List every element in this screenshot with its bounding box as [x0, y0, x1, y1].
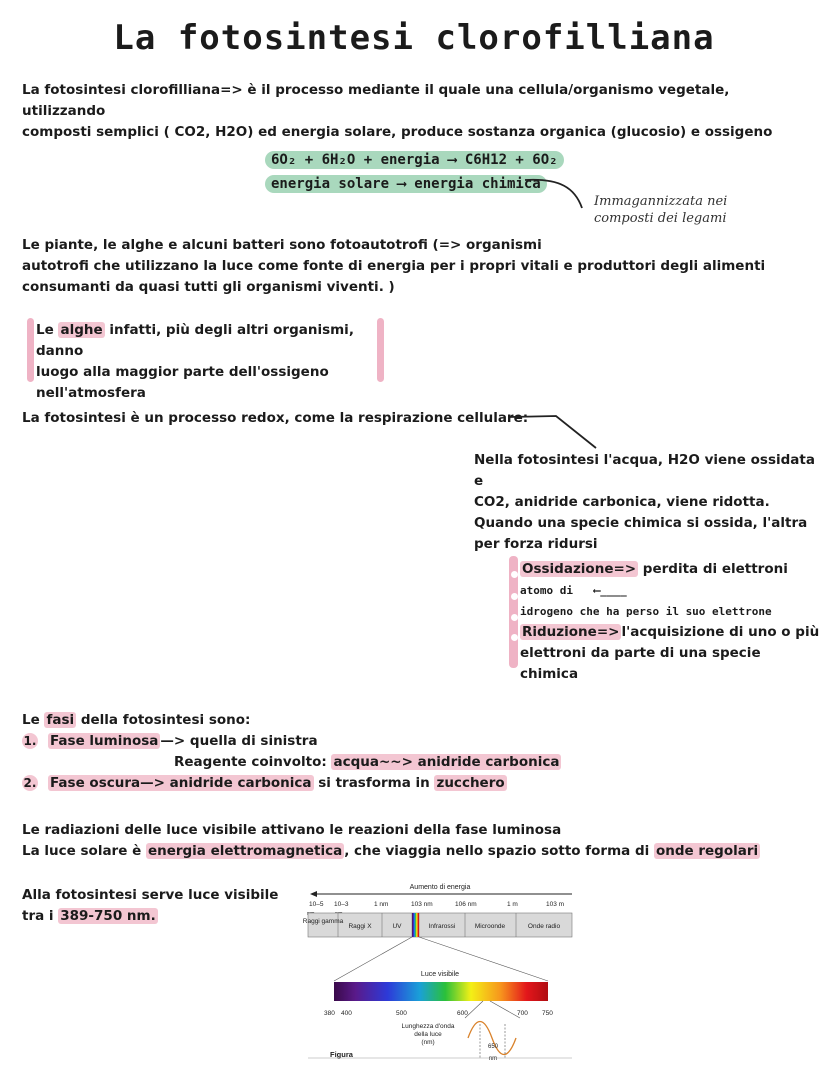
phases-intro-highlight: fasi	[46, 712, 75, 728]
equation-connector	[520, 170, 590, 215]
scale-400: 400	[341, 1010, 352, 1017]
plants-line-1: Le piante, le alghe e alcuni batteri sono fotoautotrofi (=> organismi	[22, 237, 542, 253]
bullet-4	[511, 634, 518, 641]
phases-section	[22, 710, 812, 794]
tick-7: 103 m	[546, 901, 565, 908]
reduction-line-2: elettroni da parte di una specie chimica	[520, 645, 761, 682]
phases-intro-post: della fotosintesi sono:	[76, 712, 251, 728]
phase-1-text: —> quella di sinistra	[160, 733, 318, 749]
algae-highlight: alghe	[60, 322, 103, 338]
plants-paragraph	[22, 235, 812, 298]
oxidation-term: Ossidazione=>	[522, 561, 637, 577]
algae-post: infatti, più degli altri organismi, danno	[36, 322, 354, 359]
hydrogen-note: idrogeno che ha perso il suo elettrone	[520, 605, 772, 618]
algae-bar-left	[27, 318, 34, 382]
band-infrared: Infrarossi	[428, 923, 456, 930]
phase-2-highlight: zucchero	[436, 775, 505, 791]
tick-2: 10–3	[334, 901, 349, 908]
oxidation-text: perdita di elettroni	[638, 561, 788, 577]
redox-note	[474, 450, 824, 555]
definitions-list	[520, 559, 820, 685]
reagent-highlight: acqua~~> anidride carbonica	[333, 754, 560, 770]
scale-600: 600	[457, 1010, 468, 1017]
reagent-label: Reagente coinvolto:	[174, 754, 332, 770]
wave-value: 650	[487, 1044, 499, 1050]
energy-label: Aumento di energia	[409, 884, 471, 891]
radiation-line-1: Le radiazioni delle luce visibile attivano le reazioni della fase luminosa	[22, 822, 562, 838]
radiation-paragraph	[22, 820, 822, 862]
equation-block	[265, 148, 564, 196]
visible-range-highlight: 389-750 nm.	[60, 908, 156, 924]
scale-750: 750	[542, 1010, 553, 1017]
atom-label: atomo di	[520, 584, 573, 597]
visible-line-2-pre: tra i	[22, 908, 59, 924]
tick-4: 103 nm	[411, 901, 433, 908]
intro-line-2: composti semplici ( CO2, H2O) ed energia solare, produce sostanza organica (glucosio) e ossigeno	[22, 124, 773, 140]
tick-5: 106 nm	[455, 901, 477, 908]
page-title: La fotosintesi clorofilliana	[113, 18, 715, 58]
redox-note-line-1: Nella fotosintesi l'acqua, H2O viene ossidata e	[474, 452, 815, 489]
band-uv: UV	[392, 923, 402, 930]
algae-line-2: luogo alla maggior parte dell'ossigeno	[36, 364, 329, 380]
phase-1-number: 1.	[23, 734, 37, 748]
scale-380: 380	[324, 1010, 335, 1017]
phase-2-name: Fase oscura—> anidride carbonica	[50, 775, 312, 791]
em-spectrum-bar	[303, 913, 572, 937]
scale-700: 700	[517, 1010, 528, 1017]
intro-paragraph	[22, 80, 812, 143]
wavelength-label-3: (nm)	[421, 1039, 435, 1046]
side-note-line-2: composti dei legami	[594, 211, 727, 226]
spectrum-figure	[300, 878, 580, 1066]
redox-note-line-2: CO2, anidride carbonica, viene ridotta.	[474, 494, 770, 510]
phase-2-number: 2.	[23, 776, 37, 790]
visible-light-note	[22, 885, 278, 927]
redox-statement: La fotosintesi è un processo redox, come la respirazione cellulare:	[22, 410, 529, 426]
intro-line-1: La fotosintesi clorofilliana=> è il processo mediante il quale una cellula/organismo vegetale, utilizzando	[22, 82, 730, 119]
atom-arrow: ⟵____	[593, 584, 627, 597]
reduction-term: Riduzione=>	[522, 624, 620, 640]
wavelength-label-1: Lunghezza d'onda	[401, 1023, 455, 1030]
radiation-line-2-mid: , che viaggia nello spazio sotto forma di	[344, 843, 654, 859]
bullet-2	[511, 593, 518, 600]
reduction-text: l'acquisizione di uno o più	[621, 624, 820, 640]
scale-500: 500	[396, 1010, 407, 1017]
redox-note-line-3: Quando una specie chimica si ossida, l'altra	[474, 515, 808, 531]
tick-3: 1 nm	[374, 901, 389, 908]
wavelength-label-2: della luce	[414, 1031, 442, 1038]
redox-note-line-4: per forza ridursi	[474, 536, 598, 552]
tick-1: 10–5	[309, 901, 324, 908]
radiation-highlight-1: energia elettromagnetica	[147, 843, 343, 859]
band-microwave: Microonde	[474, 923, 506, 930]
phase-1-name: Fase luminosa	[50, 733, 159, 749]
plants-line-2: autotrofi che utilizzano la luce come fonte di energia per i propri vitali e produttori degli alimenti	[22, 258, 766, 274]
band-gamma: Raggi gamma	[302, 918, 344, 925]
side-note	[594, 193, 727, 227]
wave-unit: nm	[488, 1056, 498, 1062]
side-note-line-1: Immagannizzata nei	[594, 194, 728, 209]
plants-line-3: consumanti da quasi tutti gli organismi viventi. )	[22, 279, 395, 295]
phase-2-text: si trasforma in	[313, 775, 435, 791]
visible-spectrum-bar	[334, 982, 548, 1001]
visible-light-label: Luce visibile	[420, 971, 460, 978]
algae-pre: Le	[36, 322, 59, 338]
band-radio: Onde radio	[527, 923, 561, 930]
visible-line-1: Alla fotosintesi serve luce visibile	[22, 887, 279, 903]
bullet-3	[511, 614, 518, 621]
band-xray: Raggi X	[348, 923, 372, 930]
equation-line-2: energia solare ⟶ energia chimica	[265, 175, 547, 193]
equation-line-1: 6O₂ + 6H₂O + energia ⟶ C6H12 + 6O₂	[265, 151, 564, 169]
tick-6: 1 m	[507, 901, 518, 908]
algae-line-3: nell'atmosfera	[36, 385, 146, 401]
radiation-highlight-2: onde regolari	[655, 843, 759, 859]
figure-caption: Figura	[330, 1050, 353, 1059]
redox-connector	[508, 410, 608, 455]
algae-note	[36, 320, 381, 404]
radiation-line-2-pre: La luce solare è	[22, 843, 146, 859]
bullet-1	[511, 571, 518, 578]
phases-intro-pre: Le	[22, 712, 45, 728]
